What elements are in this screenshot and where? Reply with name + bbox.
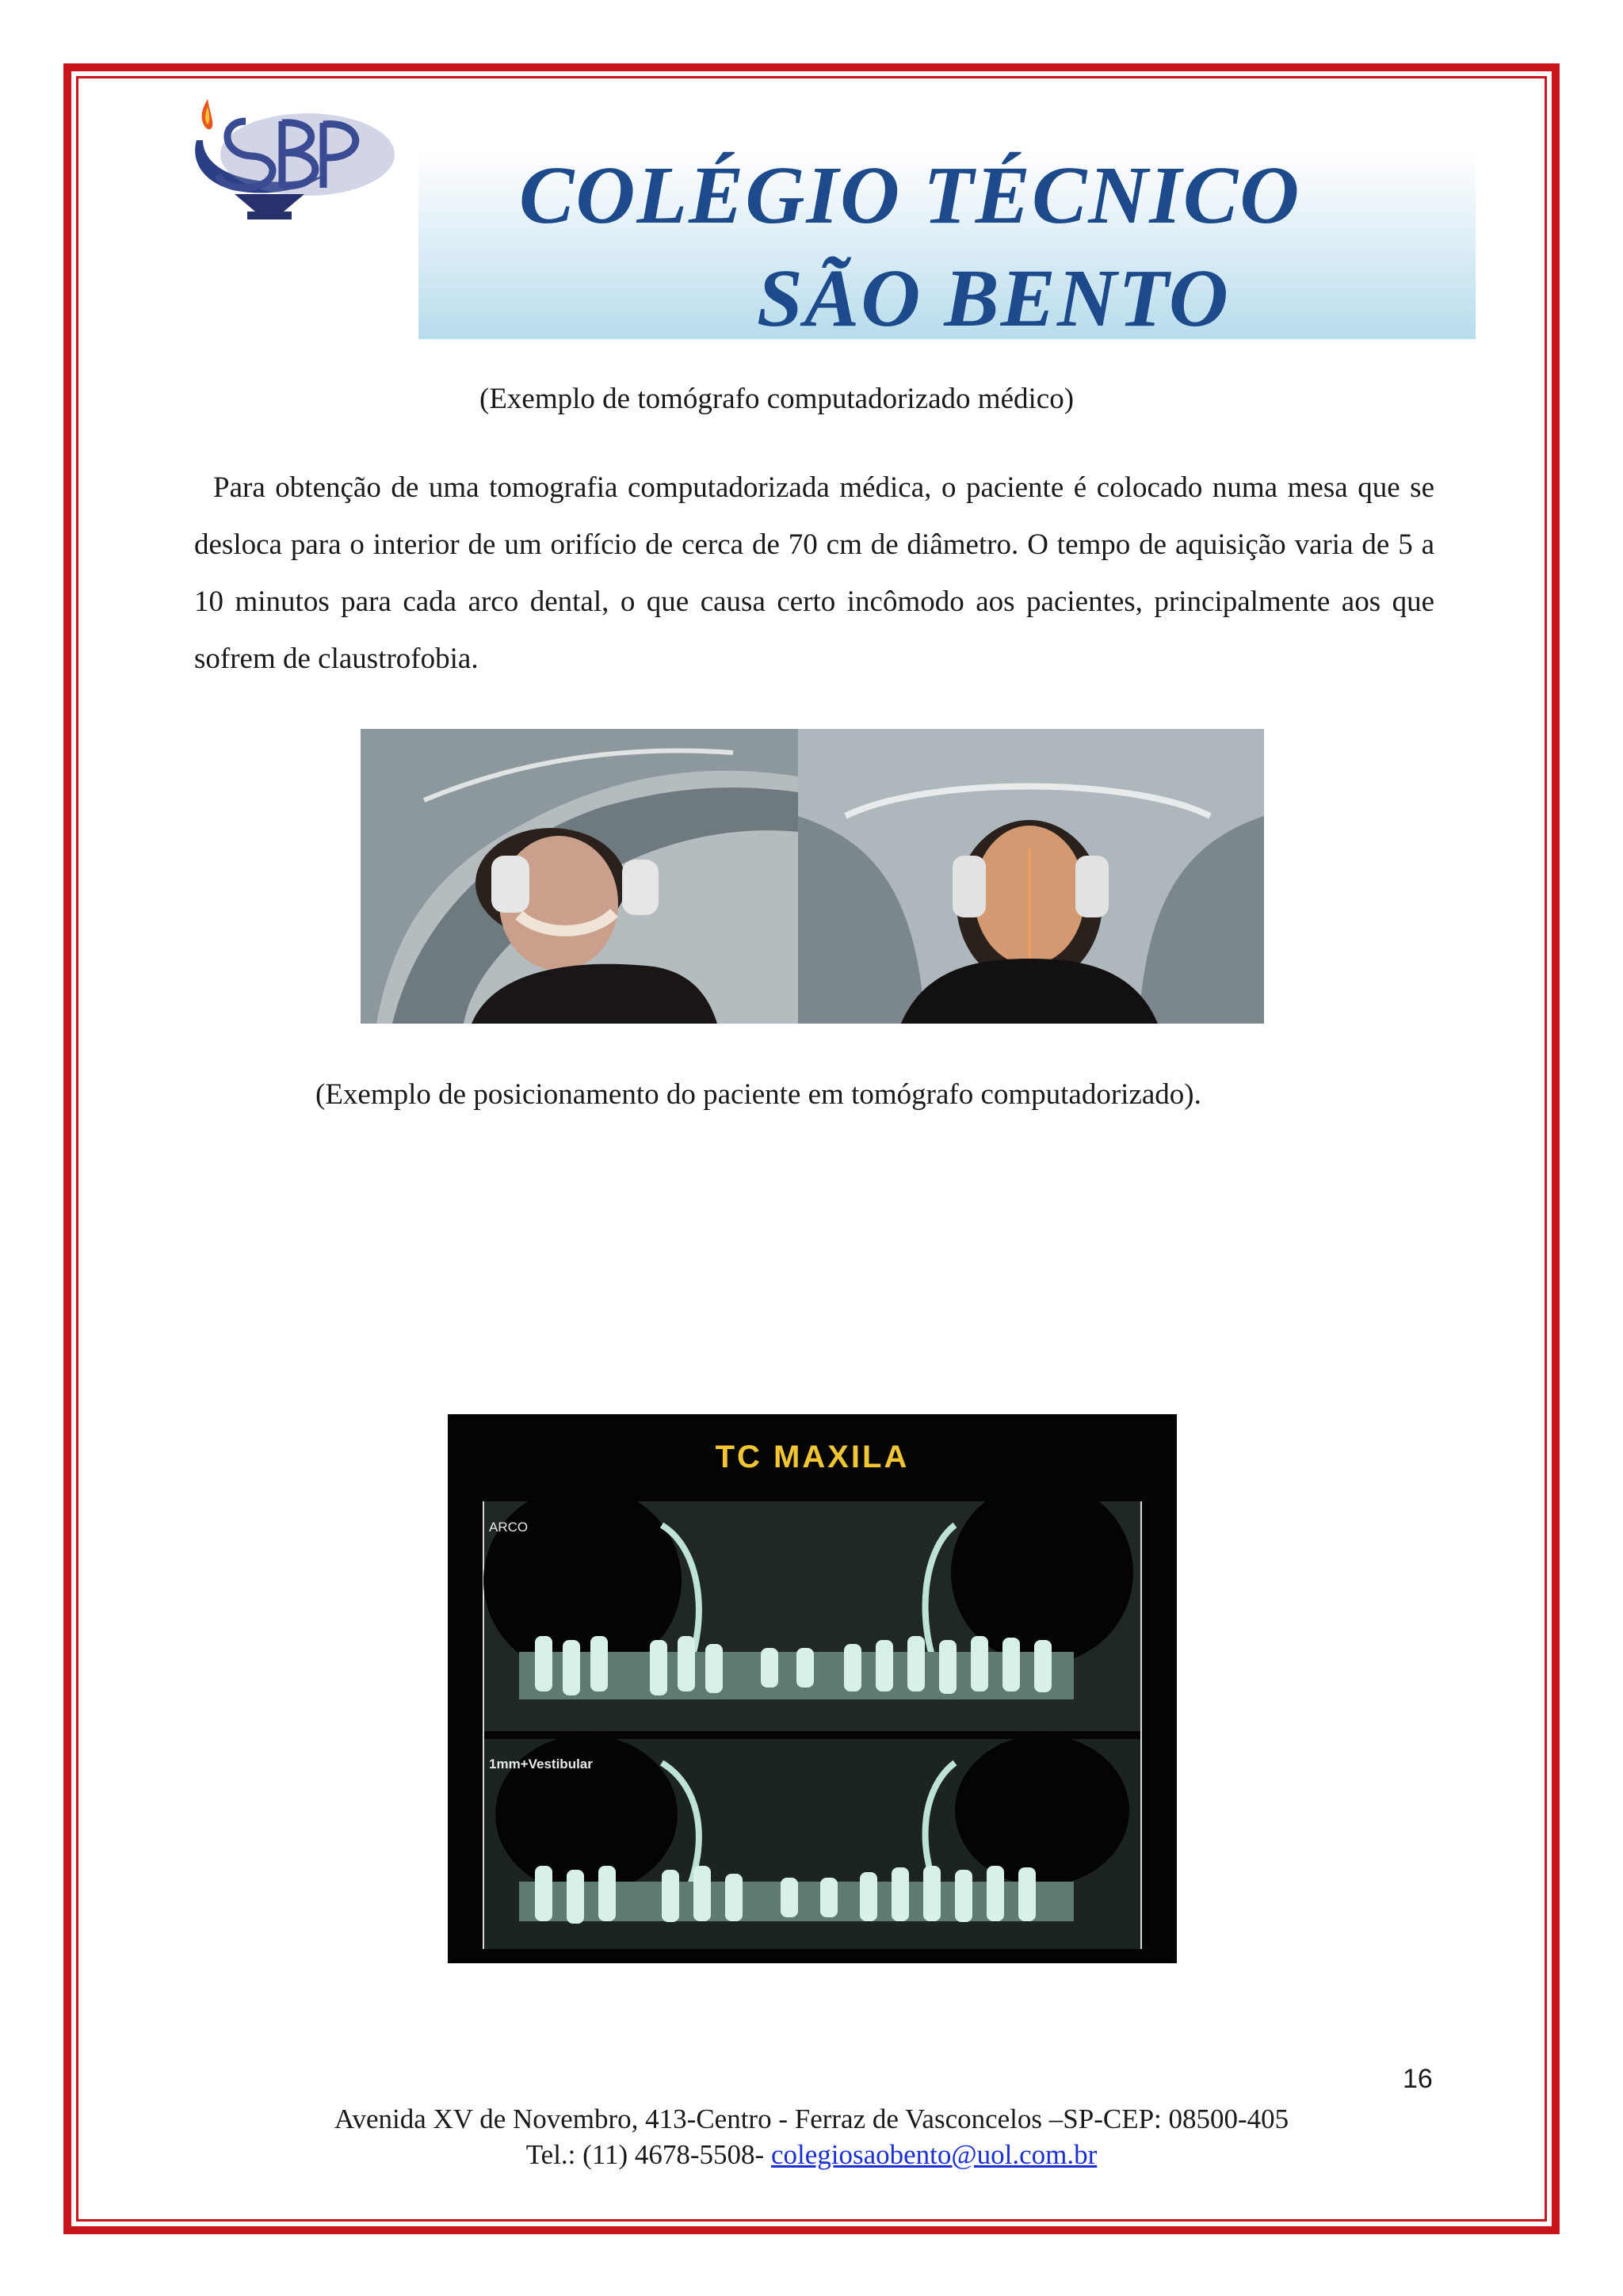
patient-photo-front xyxy=(798,729,1264,1024)
ct-title: TC MAXILA xyxy=(715,1440,910,1474)
footer-contact xyxy=(0,2139,1623,2171)
caption-patient-positioning: (Exemplo de posicionamento do paciente em tomógrafo computadorizado). xyxy=(315,1078,1201,1111)
footer-address: Avenida XV de Novembro, 413-Centro - Ferraz de Vasconcelos –SP-CEP: 08500-405 xyxy=(334,2103,1289,2134)
footer-phone: Tel.: (11) 4678-5508- xyxy=(525,2139,765,2170)
footer-email-link[interactable]: colegiosaobento@uol.com.br xyxy=(770,2139,1098,2170)
school-logo xyxy=(189,99,403,226)
patient-photo-side xyxy=(361,729,798,1024)
ct-label-vestibular: 1mm+Vestibular xyxy=(489,1756,593,1772)
school-title-line2: SÃO BENTO xyxy=(757,253,1230,344)
ct-label-arco: ARCO xyxy=(489,1520,529,1535)
ct-scan-graphic xyxy=(448,1414,1177,1963)
page-number: 16 xyxy=(1403,2064,1433,2094)
body-paragraph: Para obtenção de uma tomografia computadorizada médica, o paciente é colocado numa mesa que se desloca para o interior de um orifício de cerca de 70 cm de diâmetro. O tempo de aquisição varia de 5 a 10 minutos para cada arco dental, o que causa certo incômodo aos pacientes, principalmente aos que sofrem de claustrofobia. xyxy=(194,471,1434,675)
ct-maxila-image xyxy=(448,1414,1177,1963)
school-title-line1: COLÉGIO TÉCNICO xyxy=(519,150,1301,241)
caption-ct-machine: (Exemplo de tomógrafo computadorizado médico) xyxy=(479,383,1075,415)
